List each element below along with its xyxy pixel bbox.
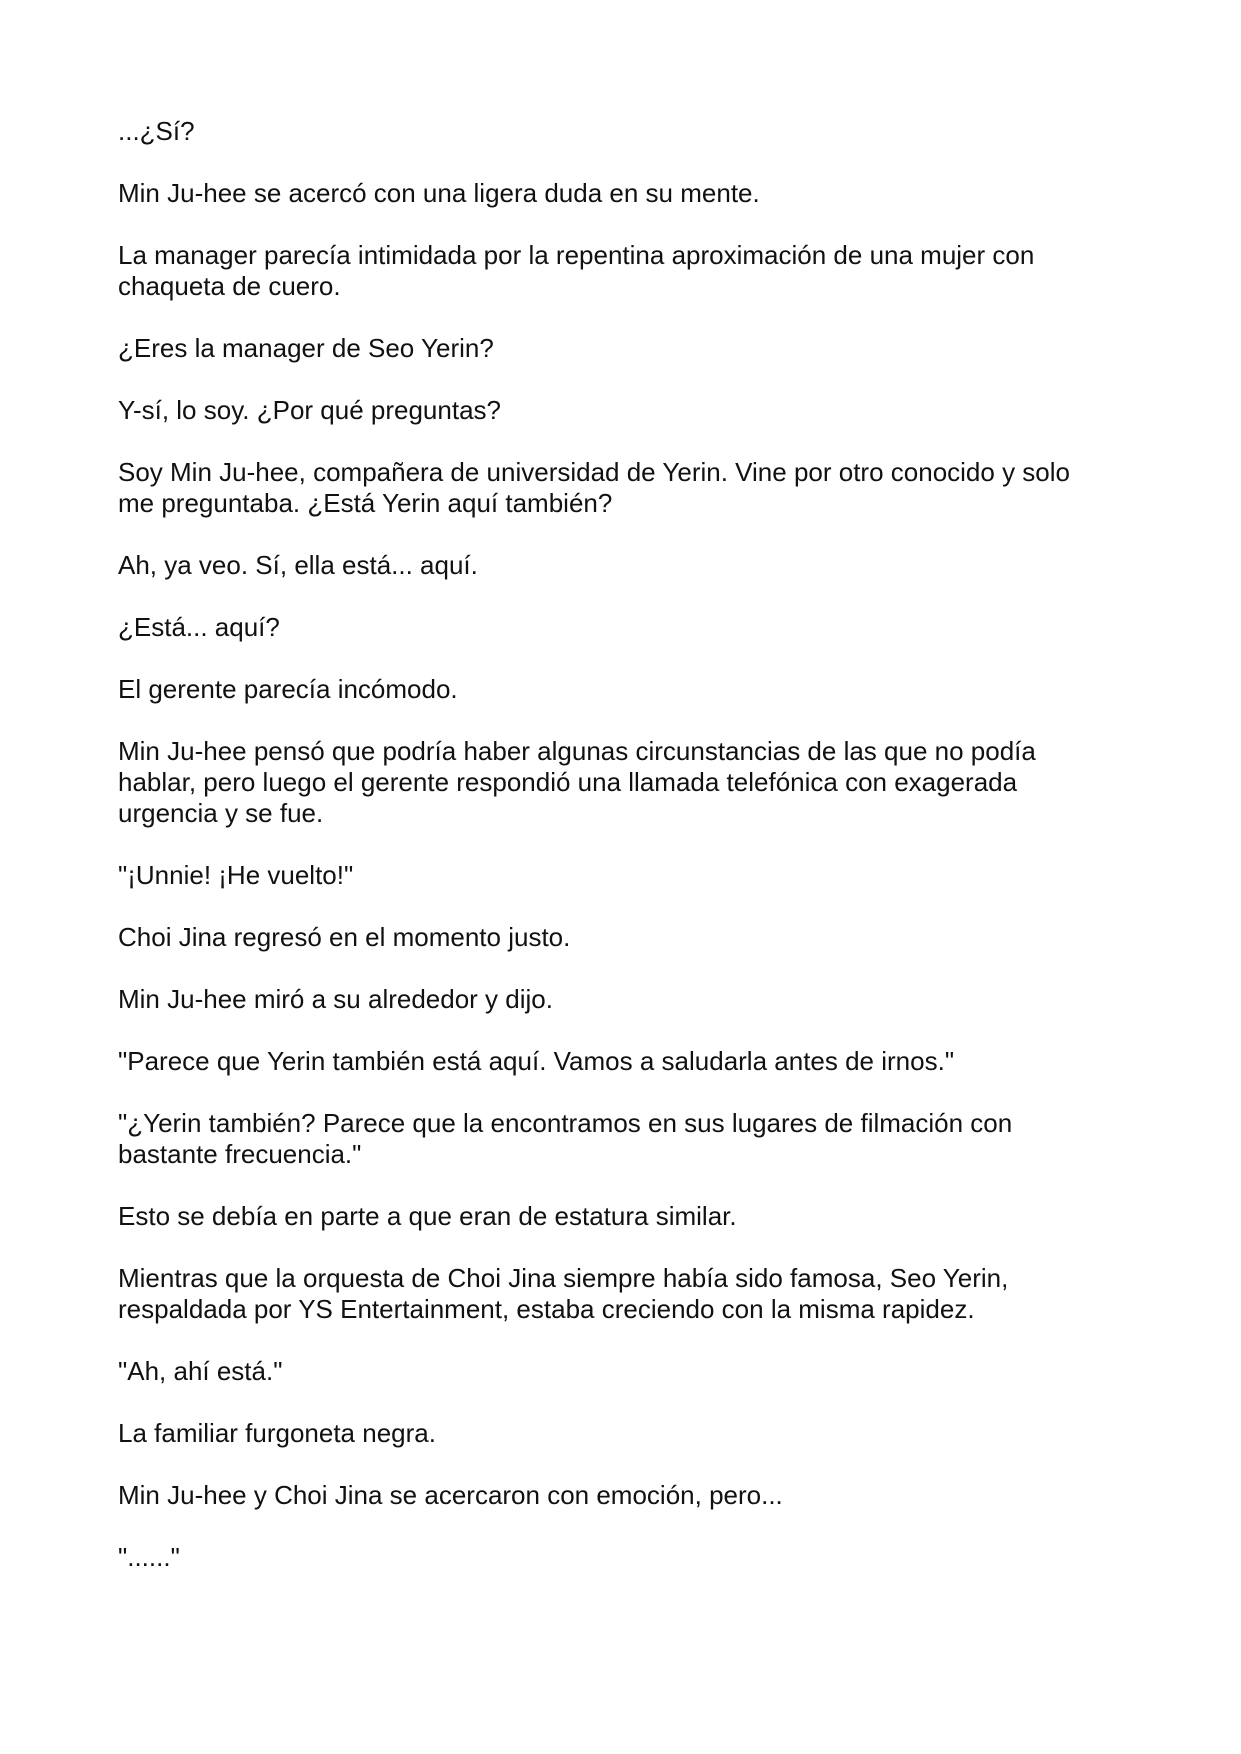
- paragraph: La manager parecía intimidada por la repentina aproximación de una mujer con chaqueta de cuero.: [118, 240, 1035, 301]
- paragraph: "......": [118, 1542, 180, 1572]
- paragraph: ¿Está... aquí?: [118, 612, 280, 642]
- paragraph: "Ah, ahí está.": [118, 1356, 283, 1386]
- paragraph: Ah, ya veo. Sí, ella está... aquí.: [118, 550, 478, 580]
- paragraph: Mientras que la orquesta de Choi Jina siempre había sido famosa, Seo Yerin, respaldada por YS Entertainment, estaba creciendo con la misma rapidez.: [118, 1263, 1009, 1324]
- paragraph: El gerente parecía incómodo.: [118, 674, 458, 704]
- paragraph: Min Ju-hee se acercó con una ligera duda en su mente.: [118, 178, 760, 208]
- paragraph: Min Ju-hee miró a su alrededor y dijo.: [118, 984, 553, 1014]
- paragraph: Min Ju-hee pensó que podría haber algunas circunstancias de las que no podía hablar, pero luego el gerente respondió una llamada telefónica con exagerada urgencia y se fue.: [118, 736, 1036, 828]
- paragraph: "¿Yerin también? Parece que la encontramos en sus lugares de filmación con bastante frecuencia.": [118, 1108, 1013, 1169]
- paragraph: Esto se debía en parte a que eran de estatura similar.: [118, 1201, 737, 1231]
- paragraph: "Parece que Yerin también está aquí. Vamos a saludarla antes de irnos.": [118, 1046, 955, 1076]
- paragraph: ...¿Sí?: [118, 116, 195, 146]
- paragraph: "¡Unnie! ¡He vuelto!": [118, 860, 354, 890]
- paragraph: Min Ju-hee y Choi Jina se acercaron con emoción, pero...: [118, 1480, 783, 1510]
- paragraph: Choi Jina regresó en el momento justo.: [118, 922, 571, 952]
- paragraph: ¿Eres la manager de Seo Yerin?: [118, 333, 494, 363]
- paragraph: Soy Min Ju-hee, compañera de universidad de Yerin. Vine por otro conocido y solo me preguntaba. ¿Está Yerin aquí también?: [118, 457, 1070, 518]
- document-body: [118, 116, 1128, 1604]
- paragraph: Y-sí, lo soy. ¿Por qué preguntas?: [118, 395, 501, 425]
- paragraph: La familiar furgoneta negra.: [118, 1418, 436, 1448]
